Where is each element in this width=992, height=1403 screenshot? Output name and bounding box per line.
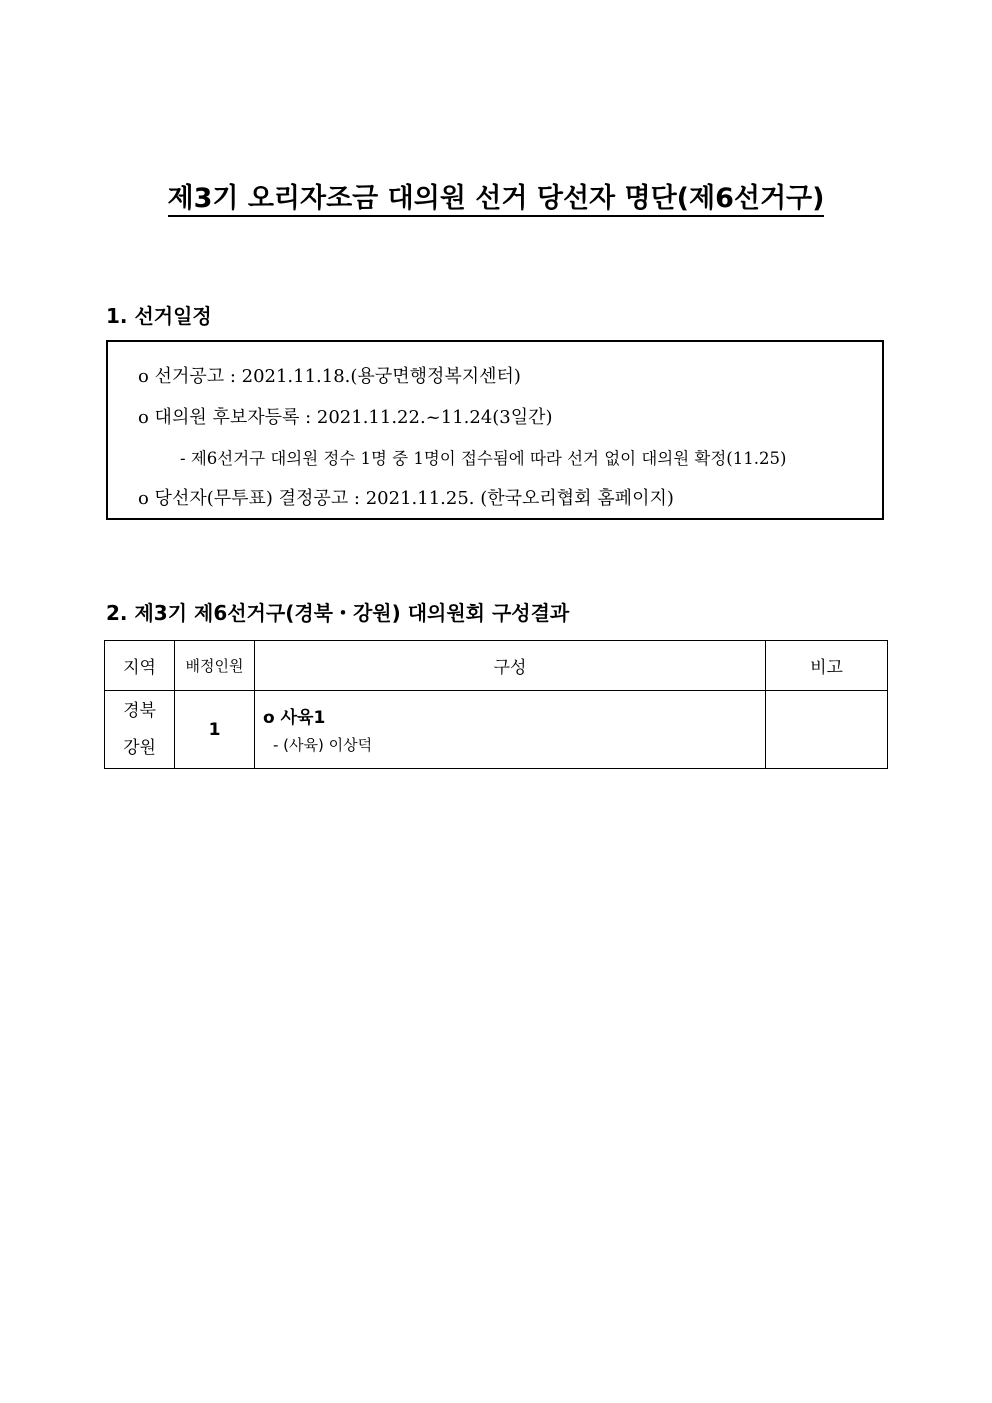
cell-allocation: 1 [175, 691, 255, 769]
region-line2: 강원 [123, 737, 156, 758]
schedule-decision: o 당선자(무투표) 결정공고 : 2021.11.25. (한국오리협회 홈페이지) [138, 488, 674, 509]
header-region: 지역 [105, 641, 175, 691]
section1-heading: 1. 선거일정 [106, 304, 212, 328]
composition-head: o 사육1 [263, 708, 326, 728]
header-remarks: 비고 [766, 641, 888, 691]
schedule-box [106, 340, 884, 520]
cell-remarks [766, 691, 888, 769]
cell-composition [255, 691, 766, 769]
page-title [0, 176, 992, 215]
table-header-row [105, 641, 888, 691]
schedule-note: - 제6선거구 대의원 정수 1명 중 1명이 접수됨에 따라 선거 없이 대의원 확정(11.25) [180, 449, 787, 468]
section2-heading: 2. 제3기 제6선거구(경북・강원) 대의원회 구성결과 [106, 601, 570, 625]
schedule-announcement: o 선거공고 : 2021.11.18.(용궁면행정복지센터) [138, 366, 521, 387]
region-line1: 경북 [123, 700, 156, 721]
result-table [104, 640, 888, 769]
cell-region [105, 691, 175, 769]
schedule-registration: o 대의원 후보자등록 : 2021.11.22.~11.24(3일간) [138, 407, 553, 428]
header-composition: 구성 [255, 641, 766, 691]
header-allocation: 배정인원 [175, 641, 255, 691]
page-title-text: 제3기 오리자조금 대의원 선거 당선자 명단(제6선거구) [168, 183, 825, 217]
composition-member: - (사육) 이상덕 [273, 736, 373, 754]
table-row [105, 691, 888, 769]
